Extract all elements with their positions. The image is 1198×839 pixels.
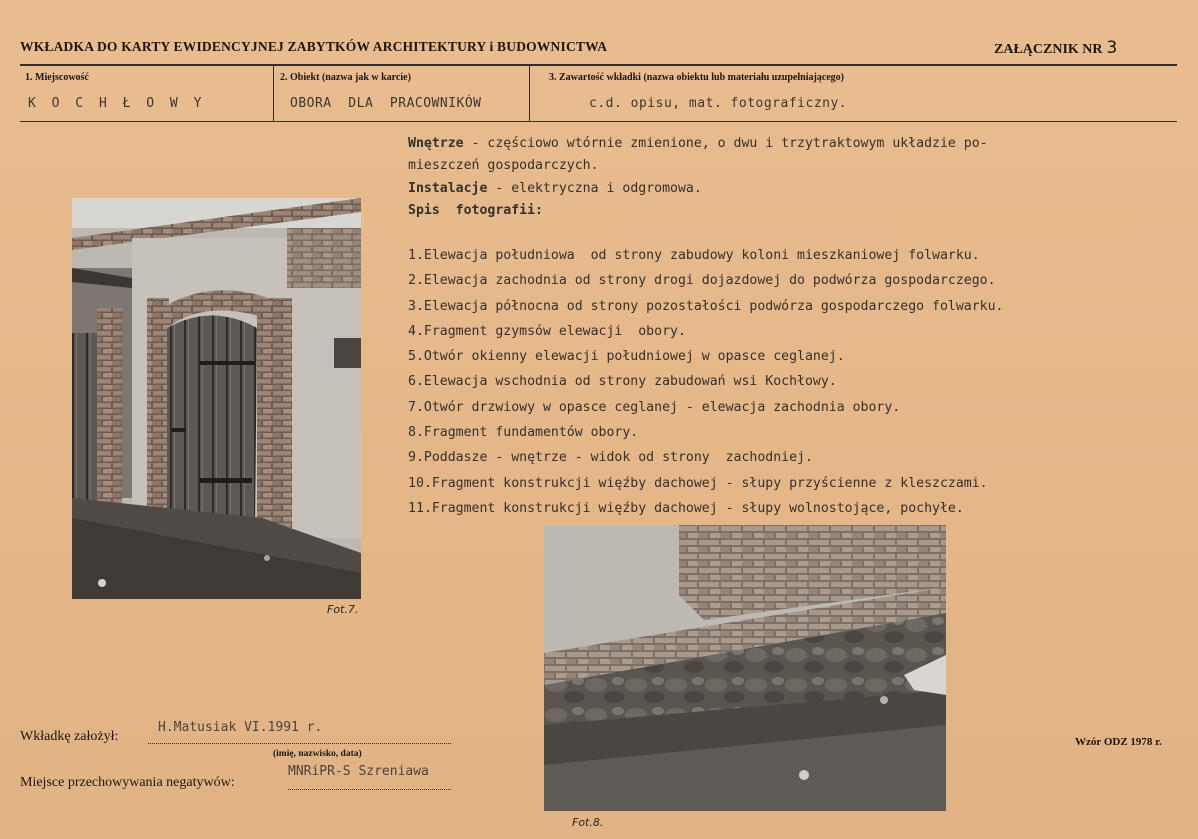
list-item: 11.Fragment konstrukcji więźby dachowej - słupy wolnostojące, pochyłe. [408, 500, 964, 516]
list-item: 2.Elewacja zachodnia od strony drogi dojazdowej do podwórza gospodarczego. [408, 273, 996, 289]
card-title: WKŁADKA DO KARTY EWIDENCYJNEJ ZABYTKÓW ARCHITEKTURY i BUDOWNICTWA [20, 39, 608, 54]
photo-7-door [72, 198, 361, 599]
photo-7-caption: Fot.7. [327, 603, 359, 616]
list-item: 8.Fragment fundamentów obory. [408, 425, 639, 441]
storage-label: Miejsce przechowywania negatywów: [20, 775, 235, 790]
list-item: 6.Elewacja wschodnia od strony zabudowań wsi Kochłowy. [408, 374, 837, 390]
annex-label [994, 38, 1117, 58]
made-by-label: Wkładkę założył: [20, 729, 119, 744]
description-block [408, 133, 1188, 222]
photo-list-heading: Spis fotografii: [408, 202, 543, 218]
field-object-label: 2. Obiekt (nazwa jak w karcie) [280, 72, 411, 83]
photo-8-image [544, 525, 946, 811]
installations-text: - elektryczna i odgromowa. [487, 180, 702, 196]
list-item: 5.Otwór okienny elewacji południowej w opasce ceglanej. [408, 349, 845, 365]
photo-7-image [72, 198, 361, 599]
field-divider-2 [529, 66, 530, 121]
storage-line [288, 789, 451, 790]
made-by-value: H.Matusiak VI.1991 r. [158, 720, 323, 735]
list-item: 9.Poddasze - wnętrze - widok od strony zachodniej. [408, 450, 813, 466]
list-item: 4.Fragment gzymsów elewacji obory. [408, 323, 686, 339]
interior-heading: Wnętrze [408, 136, 464, 151]
field-locality-label: 1. Miejscowość [25, 72, 89, 83]
installations-heading: Instalacje [408, 180, 488, 196]
field-locality-value: K O C H Ł O W Y [28, 96, 206, 111]
annex-number: 3 [1106, 38, 1118, 58]
field-divider-1 [273, 66, 274, 121]
list-item: 3.Elewacja północna od strony pozostałości podwórza gospodarczego folwarku. [408, 298, 1004, 314]
field-object-value: OBORA DLA PRACOWNIKÓW [290, 96, 482, 111]
form-id: Wzór ODZ 1978 r. [1075, 736, 1162, 748]
interior-text: - częściowo wtórnie zmienione, o dwu i trzytraktowym układzie po- [463, 136, 988, 151]
annex-label-text: ZAŁĄCZNIK NR [994, 42, 1103, 57]
made-by-line [148, 743, 451, 744]
photo-8-caption: Fot.8. [572, 816, 604, 829]
list-item: 1.Elewacja południowa od strony zabudowy koloni mieszkaniowej folwarku. [408, 248, 980, 263]
field-contents-value: c.d. opisu, mat. fotograficzny. [589, 96, 848, 111]
photo-list [408, 243, 1003, 521]
field-contents-label: 3. Zawartość wkładki (nazwa obiektu lub materiału uzupełniającego) [549, 72, 845, 83]
photo-8-foundation [544, 525, 946, 811]
storage-value: MNRiPR-S Szreniawa [288, 764, 429, 779]
list-item: 10.Fragment konstrukcji więźby dachowej - słupy przyścienne z kleszczami. [408, 475, 988, 491]
interior-text-cont: mieszczeń gospodarczych. [408, 158, 599, 174]
header-bottom-rule [20, 121, 1177, 122]
made-by-hint: (imię, nazwisko, data) [273, 749, 362, 759]
list-item: 7.Otwór drzwiowy w opasce ceglanej - elewacja zachodnia obory. [408, 399, 901, 415]
header-top-rule [20, 64, 1177, 66]
